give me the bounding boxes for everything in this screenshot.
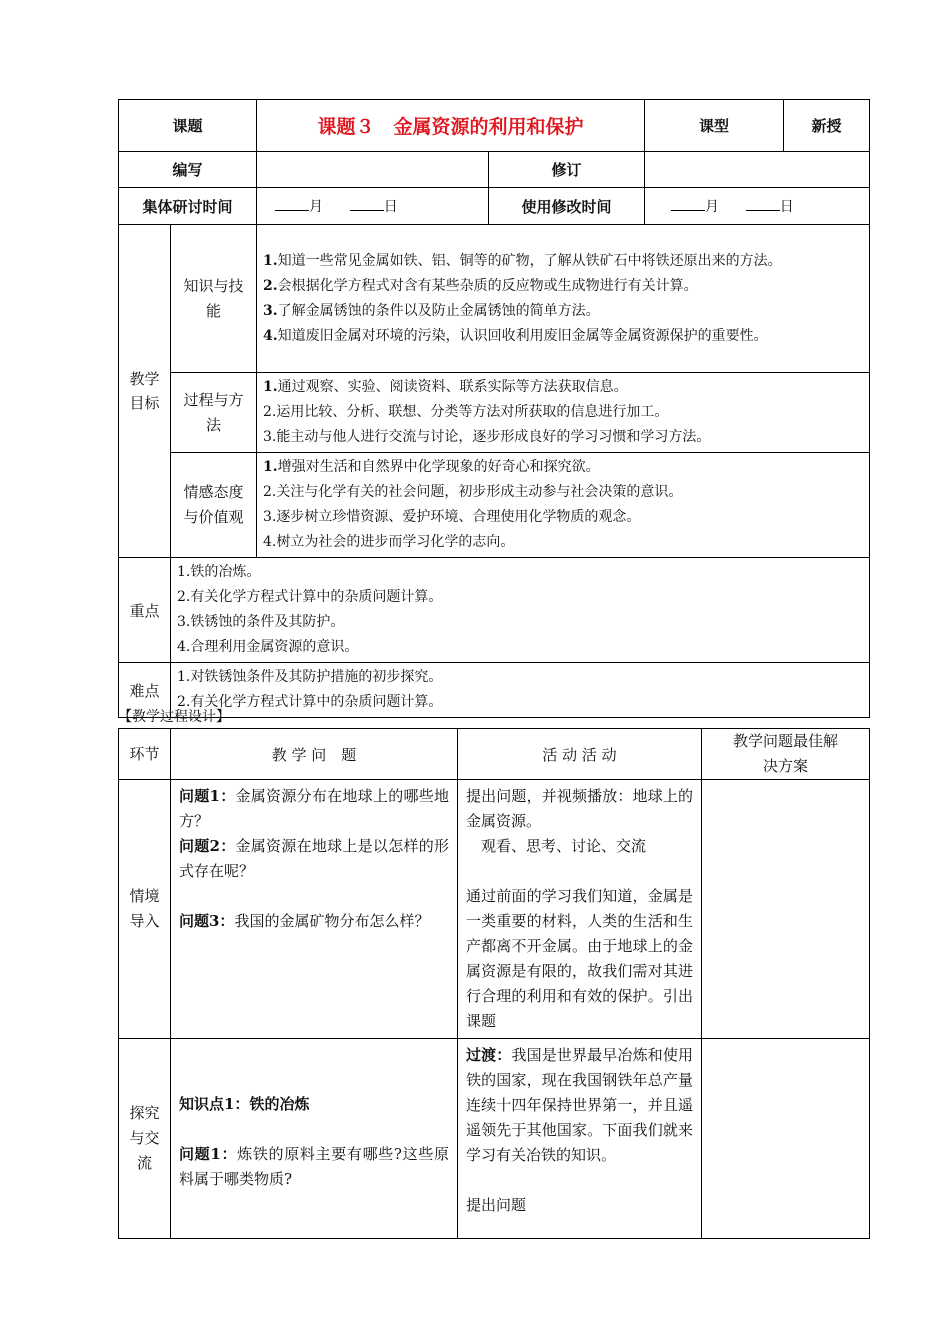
- explore-solutions: [702, 1039, 870, 1239]
- key-points-label: 重点: [119, 558, 171, 663]
- list-item: 3.了解金属锈蚀的条件以及防止金属锈蚀的简单方法。: [263, 302, 600, 319]
- col-solutions: 教学问题最佳解决方案: [702, 729, 870, 780]
- knowledge-point-title: 知识点1：铁的冶炼: [179, 1094, 310, 1113]
- emotion-list: [257, 453, 870, 558]
- study-time-label: 集体研讨时间: [119, 188, 257, 225]
- difficult-points-list: [171, 663, 870, 718]
- process-design-table: [118, 728, 870, 1239]
- list-item: 3.铁锈蚀的条件及其防护。: [177, 614, 345, 630]
- lesson-type-value: 新授: [784, 100, 870, 152]
- lesson-info-table: [118, 99, 870, 718]
- knowledge-list: [257, 225, 870, 373]
- stage-intro: 情境导入: [119, 780, 171, 1039]
- list-item: 2.会根据化学方程式对含有某些杂质的反应物或生成物进行有关计算。: [263, 277, 698, 294]
- activity-text: 观看、思考、讨论、交流: [481, 837, 647, 855]
- list-item: 2.有关化学方程式计算中的杂质问题计算。: [177, 694, 443, 710]
- intro-questions: [171, 780, 458, 1039]
- author-value: [257, 152, 489, 188]
- list-item: 问题1：炼铁的原料主要有哪些?这些原料属于哪类物质?: [179, 1144, 450, 1188]
- use-time-value: 月 日: [645, 188, 870, 225]
- col-questions: 教 学 问 题: [171, 729, 458, 780]
- author-label: 编写: [119, 152, 257, 188]
- list-item: 1.对铁锈蚀条件及其防护措施的初步探究。: [177, 669, 443, 685]
- key-points-list: [171, 558, 870, 663]
- activity-text: 通过前面的学习我们知道，金属是一类重要的材料，人类的生活和生产都离不开金属。由于地球上的金属资源是有限的，故我们需对其进行合理的利用和有效的保护。引出课题: [466, 887, 693, 1030]
- stage-explore: 探究与交流: [119, 1039, 171, 1239]
- difficult-points-label: 难点: [119, 663, 171, 718]
- col-activities: 活 动 活 动: [458, 729, 702, 780]
- list-item: 问题1：金属资源分布在地球上的哪些地方？: [179, 787, 449, 830]
- activity-text: 提出问题: [466, 1196, 527, 1214]
- intro-activities: [458, 780, 702, 1039]
- list-item: 4.合理利用金属资源的意识。: [177, 639, 359, 655]
- study-time-value: 月 日: [257, 188, 489, 225]
- explore-questions: [171, 1039, 458, 1239]
- list-item: 1.知道一些常见金属如铁、铝、铜等的矿物，了解从铁矿石中将铁还原出来的方法。: [263, 252, 782, 269]
- activity-text: 过渡：我国是世界最早冶炼和使用铁的国家，现在我国钢铁年总产量连续十四年保持世界第一，并且遥遥领先于其他国家。下面我们就来学习有关冶铁的知识。: [466, 1046, 693, 1164]
- revise-value: [645, 152, 870, 188]
- lesson-type-label: 课型: [645, 100, 784, 152]
- list-item: 1.增强对生活和自然界中化学现象的好奇心和探究欲。: [263, 459, 600, 475]
- goals-label: 教学目标: [119, 225, 171, 558]
- list-item: 2.有关化学方程式计算中的杂质问题计算。: [177, 589, 443, 605]
- col-stage: 环节: [119, 729, 171, 780]
- activity-text: 提出问题，并视频播放：地球上的金属资源。: [466, 787, 693, 830]
- list-item: 2.关注与化学有关的社会问题，初步形成主动参与社会决策的意识。: [263, 484, 683, 500]
- list-item: 问题3：我国的金属矿物分布怎么样？: [179, 912, 430, 930]
- revise-label: 修订: [489, 152, 645, 188]
- use-time-label: 使用修改时间: [489, 188, 645, 225]
- knowledge-label: 知识与技能: [171, 225, 257, 373]
- process-label: 过程与方法: [171, 373, 257, 453]
- list-item: 3.逐步树立珍惜资源、爱护环境、合理使用化学物质的观念。: [263, 509, 641, 525]
- list-item: 4.树立为社会的进步而学习化学的志向。: [263, 534, 515, 550]
- process-design-heading: 【教学过程设计】: [118, 709, 230, 725]
- list-item: 3.能主动与他人进行交流与讨论，逐步形成良好的学习习惯和学习方法。: [263, 429, 711, 445]
- list-item: 1.铁的冶炼。: [177, 564, 261, 580]
- intro-solutions: [702, 780, 870, 1039]
- topic-label: 课题: [119, 100, 257, 152]
- emotion-label: 情感态度与价值观: [171, 453, 257, 558]
- topic-title: 课题３ 金属资源的利用和保护: [257, 100, 645, 152]
- process-list: [257, 373, 870, 453]
- explore-activities: [458, 1039, 702, 1239]
- list-item: 4.知道废旧金属对环境的污染，认识回收利用废旧金属等金属资源保护的重要性。: [263, 327, 768, 344]
- list-item: 1.通过观察、实验、阅读资料、联系实际等方法获取信息。: [263, 379, 628, 395]
- list-item: 问题2：金属资源在地球上是以怎样的形式存在呢？: [179, 837, 449, 880]
- list-item: 2.运用比较、分析、联想、分类等方法对所获取的信息进行加工。: [263, 404, 669, 420]
